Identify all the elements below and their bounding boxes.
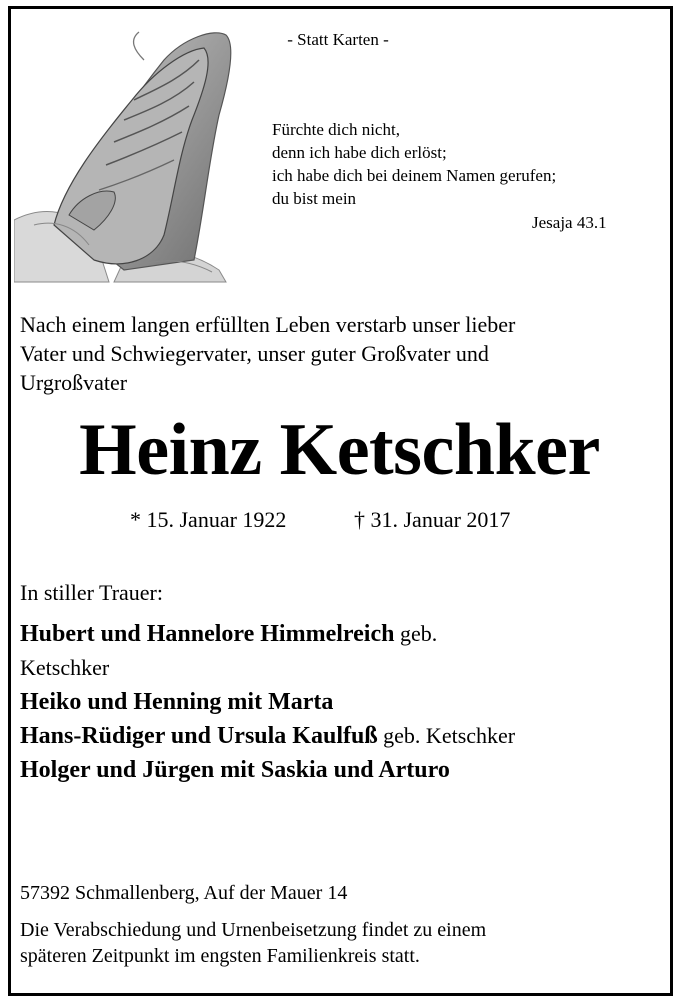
intro-line: Vater und Schwiegervater, unser guter Großvater und <box>20 341 489 366</box>
statt-karten-notice: - Statt Karten - <box>287 30 389 49</box>
verse-line: ich habe dich bei deinem Namen gerufen; <box>272 166 557 185</box>
family-entry <box>20 686 515 720</box>
bible-verse <box>272 118 556 210</box>
verse-line: denn ich habe dich erlöst; <box>272 143 447 162</box>
family-names: Holger und Jürgen mit Saskia und Arturo <box>20 757 450 783</box>
deceased-name: Heinz Ketschker <box>79 409 600 491</box>
family-note: geb. Ketschker <box>377 723 516 748</box>
family-note: Ketschker <box>20 655 110 680</box>
intro-text <box>20 310 515 397</box>
birth-date: * 15. Januar 1922 <box>130 507 287 532</box>
death-date: † 31. Januar 2017 <box>354 507 511 532</box>
verse-reference: Jesaja 43.1 <box>532 213 607 232</box>
intro-line: Urgroßvater <box>20 370 128 395</box>
family-entry <box>20 618 515 652</box>
address: 57392 Schmallenberg, Auf der Mauer 14 <box>20 882 348 904</box>
verse-line: Fürchte dich nicht, <box>272 120 400 139</box>
family-list <box>20 618 515 788</box>
family-names: Heiko und Henning mit Marta <box>20 689 334 715</box>
notice-line: Die Verabschiedung und Urnenbeisetzung findet zu einem <box>20 919 487 941</box>
intro-line: Nach einem langen erfüllten Leben verstarb unser lieber <box>20 312 516 337</box>
family-names: Hubert und Hannelore Himmelreich <box>20 621 395 647</box>
family-names: Hans-Rüdiger und Ursula Kaulfuß <box>20 723 378 749</box>
family-entry <box>20 720 515 754</box>
family-entry <box>20 754 515 788</box>
verse-line: du bist mein <box>272 189 357 208</box>
family-entry <box>20 652 515 686</box>
notice-line: späteren Zeitpunkt im engsten Familienkreis statt. <box>20 945 420 967</box>
mourning-intro: In stiller Trauer: <box>20 580 163 605</box>
family-note: geb. <box>394 621 438 646</box>
funeral-notice <box>20 917 486 969</box>
praying-hands-icon <box>14 20 244 290</box>
